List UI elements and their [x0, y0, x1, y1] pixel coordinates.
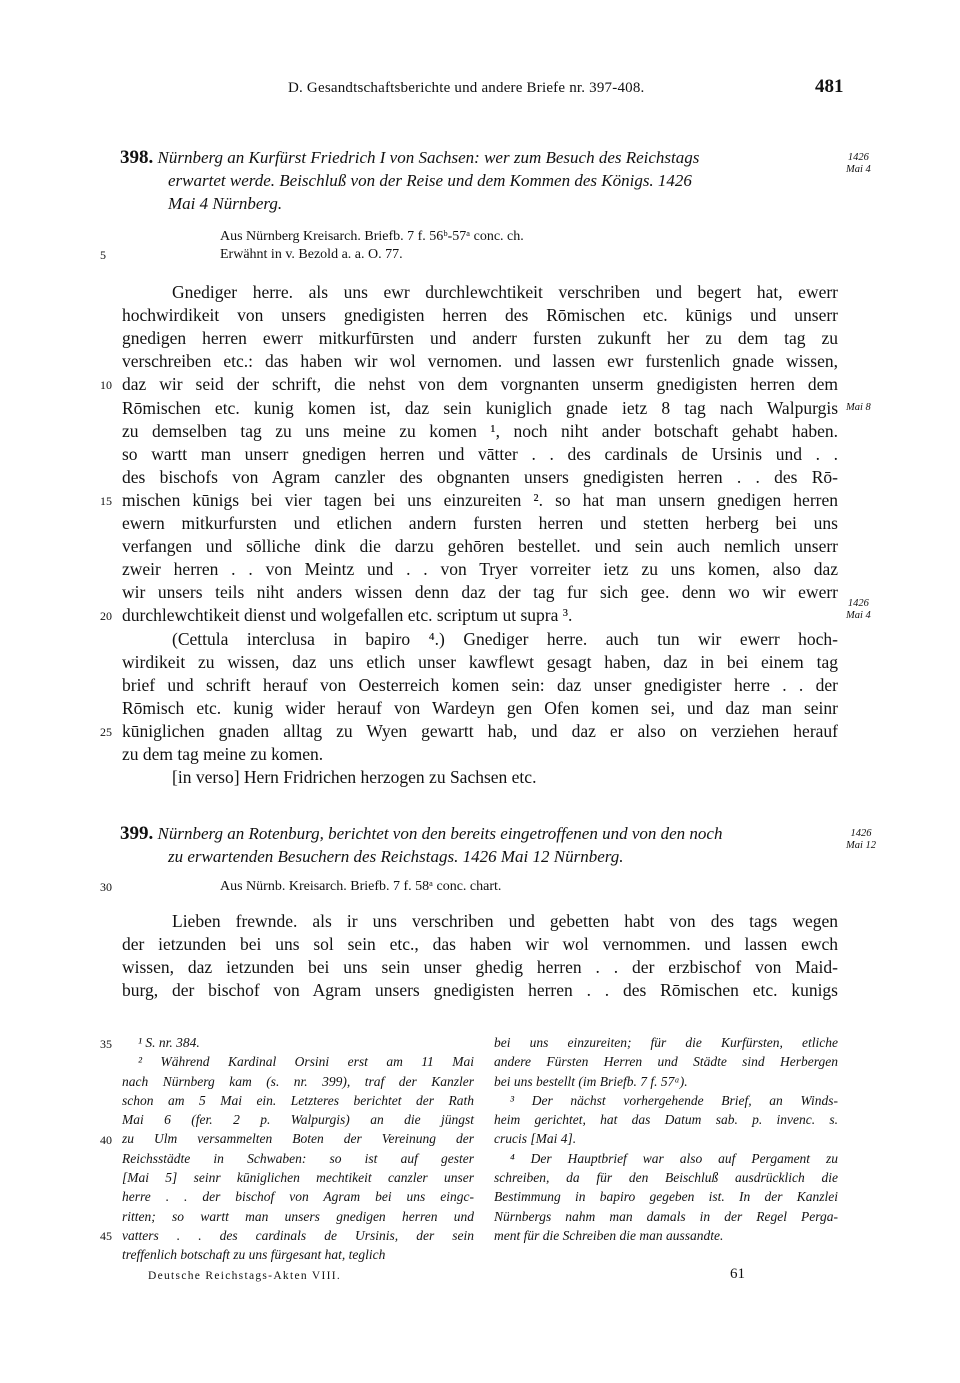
text-line: kūniglichen gnaden alltag zu Wyen gewartt hab, und daz er also on verziehen herauf	[122, 720, 838, 741]
entry-399-title-line-1: 399. Nürnberg an Rotenburg, berichtet von den bereits eingetroffenen und von den noch	[120, 823, 723, 844]
footnote-line: ¹ S. nr. 384.	[138, 1035, 200, 1050]
text-line: daz wir seid der schrift, die nehst von dem vorgnanten unserm gnedigisten herren dem	[122, 374, 838, 395]
text-line: mischen kūnigs bei vier tagen bei uns einzureiten ². so hat man unsern gnedigen herren	[122, 489, 838, 510]
footnote-line: ritten; so wartt man unsers gnedigen herren und	[122, 1208, 474, 1224]
footnote-line: ² Während Kardinal Orsini erst am 11 Mai	[138, 1054, 474, 1070]
footnote-line: nach Nürnberg kam (s. nr. 399), traf der Kanzler	[122, 1073, 474, 1089]
text-line: durchlewchtikeit dienst und wolgefallen etc. scriptum ut supra ³.	[122, 605, 573, 626]
line-number: 35	[100, 1037, 112, 1051]
margin-note-398: 1426 Mai 4	[846, 152, 871, 175]
text-line: gnedigen herren ewerr mitkurfūrsten und anderr fursten zukunft her zu dem tag zu	[122, 328, 838, 349]
entry-399-number: 399.	[120, 823, 154, 844]
line-number: 10	[100, 378, 112, 392]
text-line: verschreiben etc.: das haben wir wol vernomen. und lassen ewr furstenlich gnade wissen,	[122, 351, 838, 372]
text-line: ewern mitkurfursten und etlichen andern fursten herren und stetten herberg bei uns	[122, 513, 838, 533]
line-number: 20	[100, 609, 112, 623]
entry-399-title-line-2: zu erwartenden Besuchern des Reichstags. 1426 Mai 12 Nürnberg.	[168, 847, 624, 866]
text-line: Gnediger herre. als uns ewr durchlewchtikeit verschriben und begert hat, ewerr	[172, 282, 838, 302]
footnote-line: ³ Der nächst vorhergehende Brief, an Winds-	[510, 1092, 838, 1108]
line-number: 45	[100, 1229, 112, 1243]
source-line: Erwähnt in v. Bezold a. a. O. 77.	[220, 247, 403, 262]
page-number: 481	[815, 76, 844, 97]
footnote-line: ⁴ Der Hauptbrief war also auf Pergament zu	[510, 1150, 838, 1166]
text-line: Lieben frewnde. als ir uns verschriben und gebetten habt von des tags wegen	[172, 911, 838, 931]
text-line: der ietzunden bei uns sol sein etc., das haben wir wol vernommen. und lassen ewch	[122, 934, 838, 955]
running-header: D. Gesandtschaftsberichte und andere Briefe nr. 397-408.	[288, 80, 645, 96]
text-line: wir unsers teils niht anders wissen denn daz der tag fur sich gee. denn wo wir ewerr	[122, 582, 838, 603]
text-line: zweir herren . . von Meintz und . . von Tryer vorreiter ietz zu uns komen, also daz	[122, 559, 838, 580]
source-line: Aus Nürnb. Kreisarch. Briefb. 7 f. 58ᵃ conc. chart.	[220, 879, 502, 894]
footnote-line: zu Ulm versammelten Boten der Vereinung der	[122, 1131, 474, 1147]
text-line: hochwirdikeit von unsers gnedigisten herren des Rōmischen etc. kūnigs und unserr	[122, 305, 838, 326]
line-number: 30	[100, 880, 112, 894]
line-number: 5	[100, 248, 106, 262]
text-line: zu dem tag meine zu komen.	[122, 744, 324, 764]
footnote-line: andere Fürsten Herren und Städte sind Herbergen	[494, 1054, 838, 1070]
footnote-line: Reichsstädte in Schwaben: so ist auf gester	[122, 1150, 474, 1166]
text-line: so wartt man unserr gnedigen herren und vātter . . des cardinals de Ursinis und . .	[122, 443, 838, 464]
text-line: Rōmischen etc. kunig komen ist, daz sein kuniglich gnade ietz 8 tag nach Walpurgis	[122, 397, 838, 418]
text-line: brief und schrift herauf von Oesterreich komen sein: daz unser gnedigister herre . . der	[122, 674, 838, 695]
entry-398-title	[120, 146, 840, 215]
line-number: 40	[100, 1133, 112, 1147]
footnote-line: bei uns bestellt (im Briefb. 7 f. 57ᵃ).	[494, 1073, 688, 1089]
footnote-line: Mai 6 (fer. 2 p. Walpurgis) an die jüngst	[122, 1112, 474, 1128]
footnote-line: schon am 5 Mai ein. Letzteres berichtet der Rath	[122, 1092, 474, 1108]
footnotes-left-column	[122, 1033, 474, 1265]
line-number: 15	[100, 494, 112, 508]
footnote-line: Nürnbergs nahm man damals in der Regel Perga-	[494, 1208, 838, 1224]
entry-399-title	[120, 822, 840, 868]
footnote-line: schreiben, da für den Beischluß ausdrücklich die	[494, 1170, 838, 1186]
footnote-line: heim gerichtet, hat das Datum sab. p. invenc. s.	[494, 1112, 838, 1128]
margin-note-399: 1426 Mai 12	[846, 828, 877, 851]
source-line: Aus Nürnberg Kreisarch. Briefb. 7 f. 56ᵇ-57ᵃ conc. ch.	[220, 229, 524, 244]
entry-399-source	[220, 878, 501, 896]
footnote-line: treffenlich botschaft zu uns fürgesant hat, teglich	[122, 1247, 386, 1263]
footnote-line: Bestimmung in bapiro gegeben ist. In der Kanzlei	[494, 1189, 838, 1205]
footnote-line: vatters . . des cardinals de Ursinis, der sein	[122, 1227, 474, 1243]
entry-398-title-line-1: 398. Nürnberg an Kurfürst Friedrich I von Sachsen: wer zum Besuch des Reichstags	[120, 147, 700, 168]
entry-398-source	[220, 228, 524, 264]
text-line: wissen, daz ietzunden bei uns sein unser ghedig herren . . der erzbischof von Maid-	[122, 957, 838, 978]
text-line: des bischofs von Agram canzler des obgnanten unsers gnedigisten herren . . des Rō-	[122, 466, 838, 487]
entry-398-title-line-2: erwartet werde. Beischluß von der Reise und dem Kommen des Königs. 1426	[168, 171, 692, 190]
entry-398-number: 398.	[120, 147, 154, 168]
entry-398-title-line-3: Mai 4 Nürnberg.	[168, 194, 283, 213]
text-line: zu demselben tag zu uns meine zu komen ¹, noch niht ander botschaft gehabt haben.	[122, 420, 838, 441]
footnote-line: herre . . der bischof von Agram bei uns eingc-	[122, 1189, 474, 1205]
margin-note-walpurgis: Mai 8	[846, 402, 871, 413]
footnotes-right-column	[494, 1033, 838, 1245]
margin-note-supra: 1426 Mai 4	[846, 598, 871, 621]
footnote-line: crucis [Mai 4].	[494, 1131, 577, 1147]
footnote-line: ment für die Schreiben die man aussandte.	[494, 1227, 724, 1243]
sheet-number: 61	[730, 1266, 745, 1282]
footnote-line: [Mai 5] seinr kūniglichen mechtikeit canzler unser	[122, 1170, 474, 1186]
footnote-line: bei uns einzureiten; für die Kurfürsten, etliche	[494, 1035, 838, 1050]
text-line: verfangen und sōlliche dink die darzu gehōren bestellet. und sein auch nemlich unserr	[122, 536, 838, 557]
volume-signature: Deutsche Reichstags-Akten VIII.	[148, 1270, 342, 1282]
text-line: (Cettula interclusa in bapiro ⁴.) Gnediger herre. auch tun wir ewerr hoch-	[172, 628, 838, 649]
text-line: burg, der bischof von Agram unsers gnedigisten herren . . des Rōmischen etc. kunigs	[122, 980, 838, 1001]
text-line: [in verso] Hern Fridrichen herzogen zu Sachsen etc.	[172, 767, 537, 788]
text-line: Rōmisch etc. kunig wider herauf von Wardeyn gen Ofen komen sei, und daz man seinr	[122, 697, 838, 718]
line-number: 25	[100, 725, 112, 739]
text-line: wirdikeit zu wissen, daz uns etlich unser kawflewt gesagt haben, daz in bei einem tag	[122, 651, 838, 672]
